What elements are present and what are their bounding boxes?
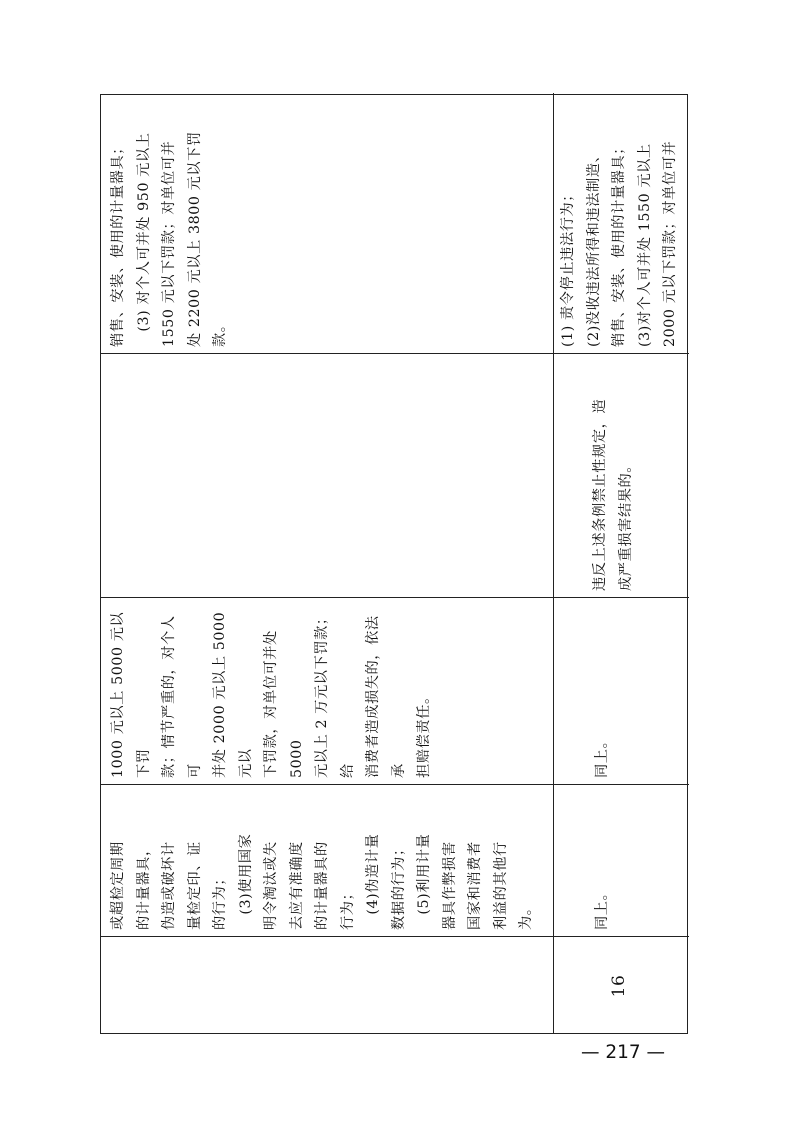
row15-standard-cell	[106, 359, 550, 591]
row16-number-cell: 16	[609, 974, 630, 998]
row16-measures-cell: (1) 责令停止违法行为； (2)没收违法所得和违法制造、 销售、安装、使用的计量器具； (3)对个人可并处 1550 元以上 2000 元以下罚款；对单位可并	[560, 139, 678, 347]
col-divider-4	[101, 353, 689, 354]
row16-penalty-cell: 同上。	[594, 733, 610, 778]
row15-measures-cell: 销售、安装、使用的计量器具； (3) 对个人可并处 950 元以上 1550 元以下罚款；对单位可并 处 2200 元以上 3800 元以下罚 款。	[110, 131, 228, 347]
row16-behavior-cell: 同上。	[594, 885, 610, 930]
page-number: — 217 —	[580, 1042, 666, 1063]
col-divider-3	[101, 597, 689, 598]
row15-behavior-cell: 或超检定周期 的计量器具， 伪造或破坏计 量检定印、证 的行为； (3)使用国家 明令淘汰或失 去应有准确度 的计量器具的 行为； (4)伪造计量 数据的行为； (5)利用计量 器具作弊损害 国家和消费者 利益的其他行 为。	[110, 833, 534, 930]
rotated-penalty-table	[100, 94, 688, 1034]
row16-standard-cell: 违反上述条例禁止性规定，造 成严重损害结果的。	[592, 398, 634, 591]
row15-penalty-cell: 1000 元以上 5000 元以下罚 款；情节严重的，对个人可 并处 2000 元以上 5000 元以 下罚款，对单位可并处 5000 元以上 2 万元以下罚款；给 消费者造成损失的，依法承 担赔偿责任。	[110, 610, 432, 778]
col-divider-1	[101, 936, 689, 937]
row-divider	[553, 93, 554, 1033]
col-divider-2	[101, 784, 689, 785]
